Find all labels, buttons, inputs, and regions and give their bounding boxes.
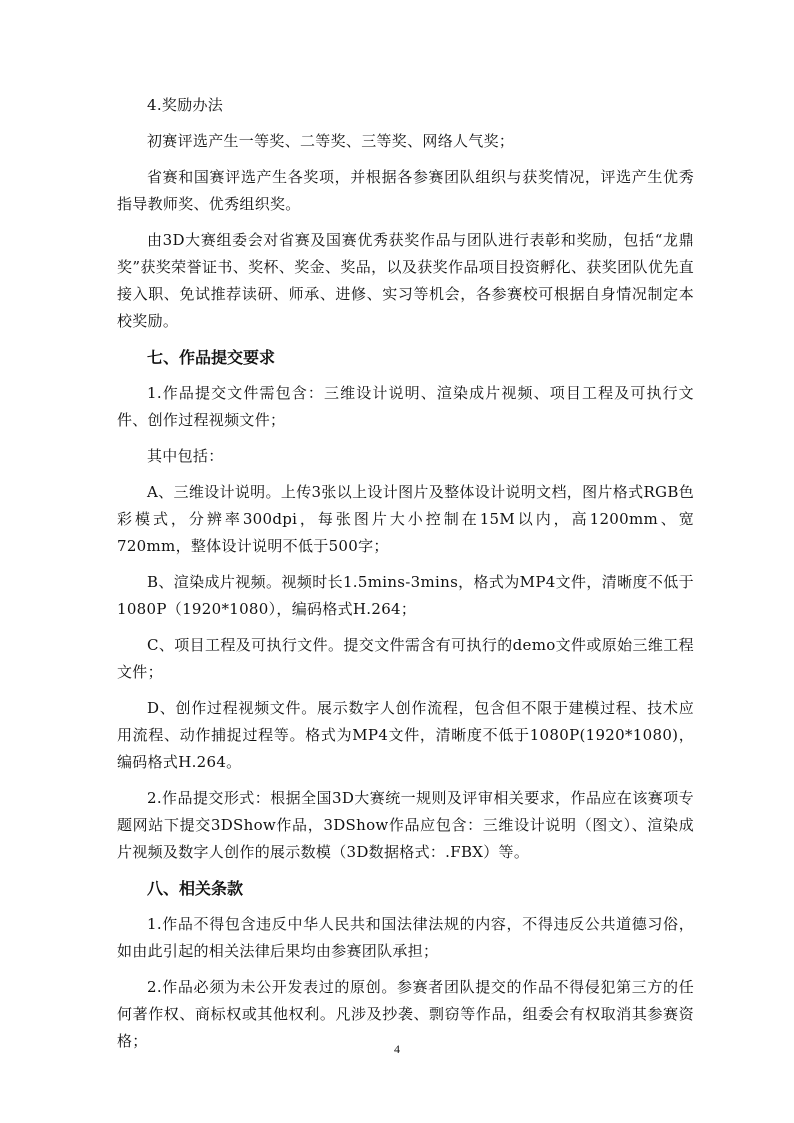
section-heading: 七、作品提交要求 xyxy=(147,348,276,367)
paragraph: 其中包括： xyxy=(147,447,224,465)
paragraph: D、创作过程视频文件。展示数字人创作流程，包含但不限于建模过程、技术应用流程、动作捕捉过程等。格式为MP4文件，清晰度不低于1080P(1920*1080)，编码格式H.264。 xyxy=(117,699,694,771)
section-heading: 八、相关条款 xyxy=(147,879,244,898)
document-body xyxy=(117,92,694,1064)
paragraph: 4.奖励办法 xyxy=(147,96,224,114)
paragraph: 2.作品提交形式：根据全国3D大赛统一规则及评审相关要求，作品应在该赛项专题网站下提交3DShow作品，3DShow作品应包含：三维设计说明（图文）、渲染成片视频及数字人创作的展示数模（3D数据格式：.FBX）等。 xyxy=(117,789,694,861)
paragraph: C、项目工程及可执行文件。提交文件需含有可执行的demo文件或原始三维工程文件； xyxy=(117,636,694,681)
page-number: 4 xyxy=(394,1042,400,1056)
paragraph: 由3D大赛组委会对省赛及国赛优秀获奖作品与团队进行表彰和奖励，包括“龙鼎奖”获奖荣誉证书、奖杯、奖金、奖品，以及获奖作品项目投资孵化、获奖团队优先直接入职、免试推荐读研、师承、进修、实习等机会，各参赛校可根据自身情况制定本校奖励。 xyxy=(117,231,694,330)
paragraph: 1.作品提交文件需包含：三维设计说明、渲染成片视频、项目工程及可执行文件、创作过程视频文件； xyxy=(117,384,694,429)
paragraph: B、渲染成片视频。视频时长1.5mins-3mins，格式为MP4文件，清晰度不低于1080P（1920*1080），编码格式H.264； xyxy=(117,573,694,618)
paragraph: 初赛评选产生一等奖、二等奖、三等奖、网络人气奖； xyxy=(147,132,515,150)
paragraph: 省赛和国赛评选产生各奖项，并根据各参赛团队组织与获奖情况，评选产生优秀指导教师奖、优秀组织奖。 xyxy=(117,168,694,213)
paragraph: 2.作品必须为未公开发表过的原创。参赛者团队提交的作品不得侵犯第三方的任何著作权、商标权或其他权利。凡涉及抄袭、剽窃等作品，组委会有权取消其参赛资格； xyxy=(117,978,694,1050)
paragraph: A、三维设计说明。上传3张以上设计图片及整体设计说明文档，图片格式RGB色彩模式，分辨率300dpi，每张图片大小控制在15M以内，高1200mm、宽720mm，整体设计说明不低于500字； xyxy=(117,483,694,555)
paragraph: 1.作品不得包含违反中华人民共和国法律法规的内容，不得违反公共道德习俗，如由此引起的相关法律后果均由参赛团队承担； xyxy=(117,915,694,960)
